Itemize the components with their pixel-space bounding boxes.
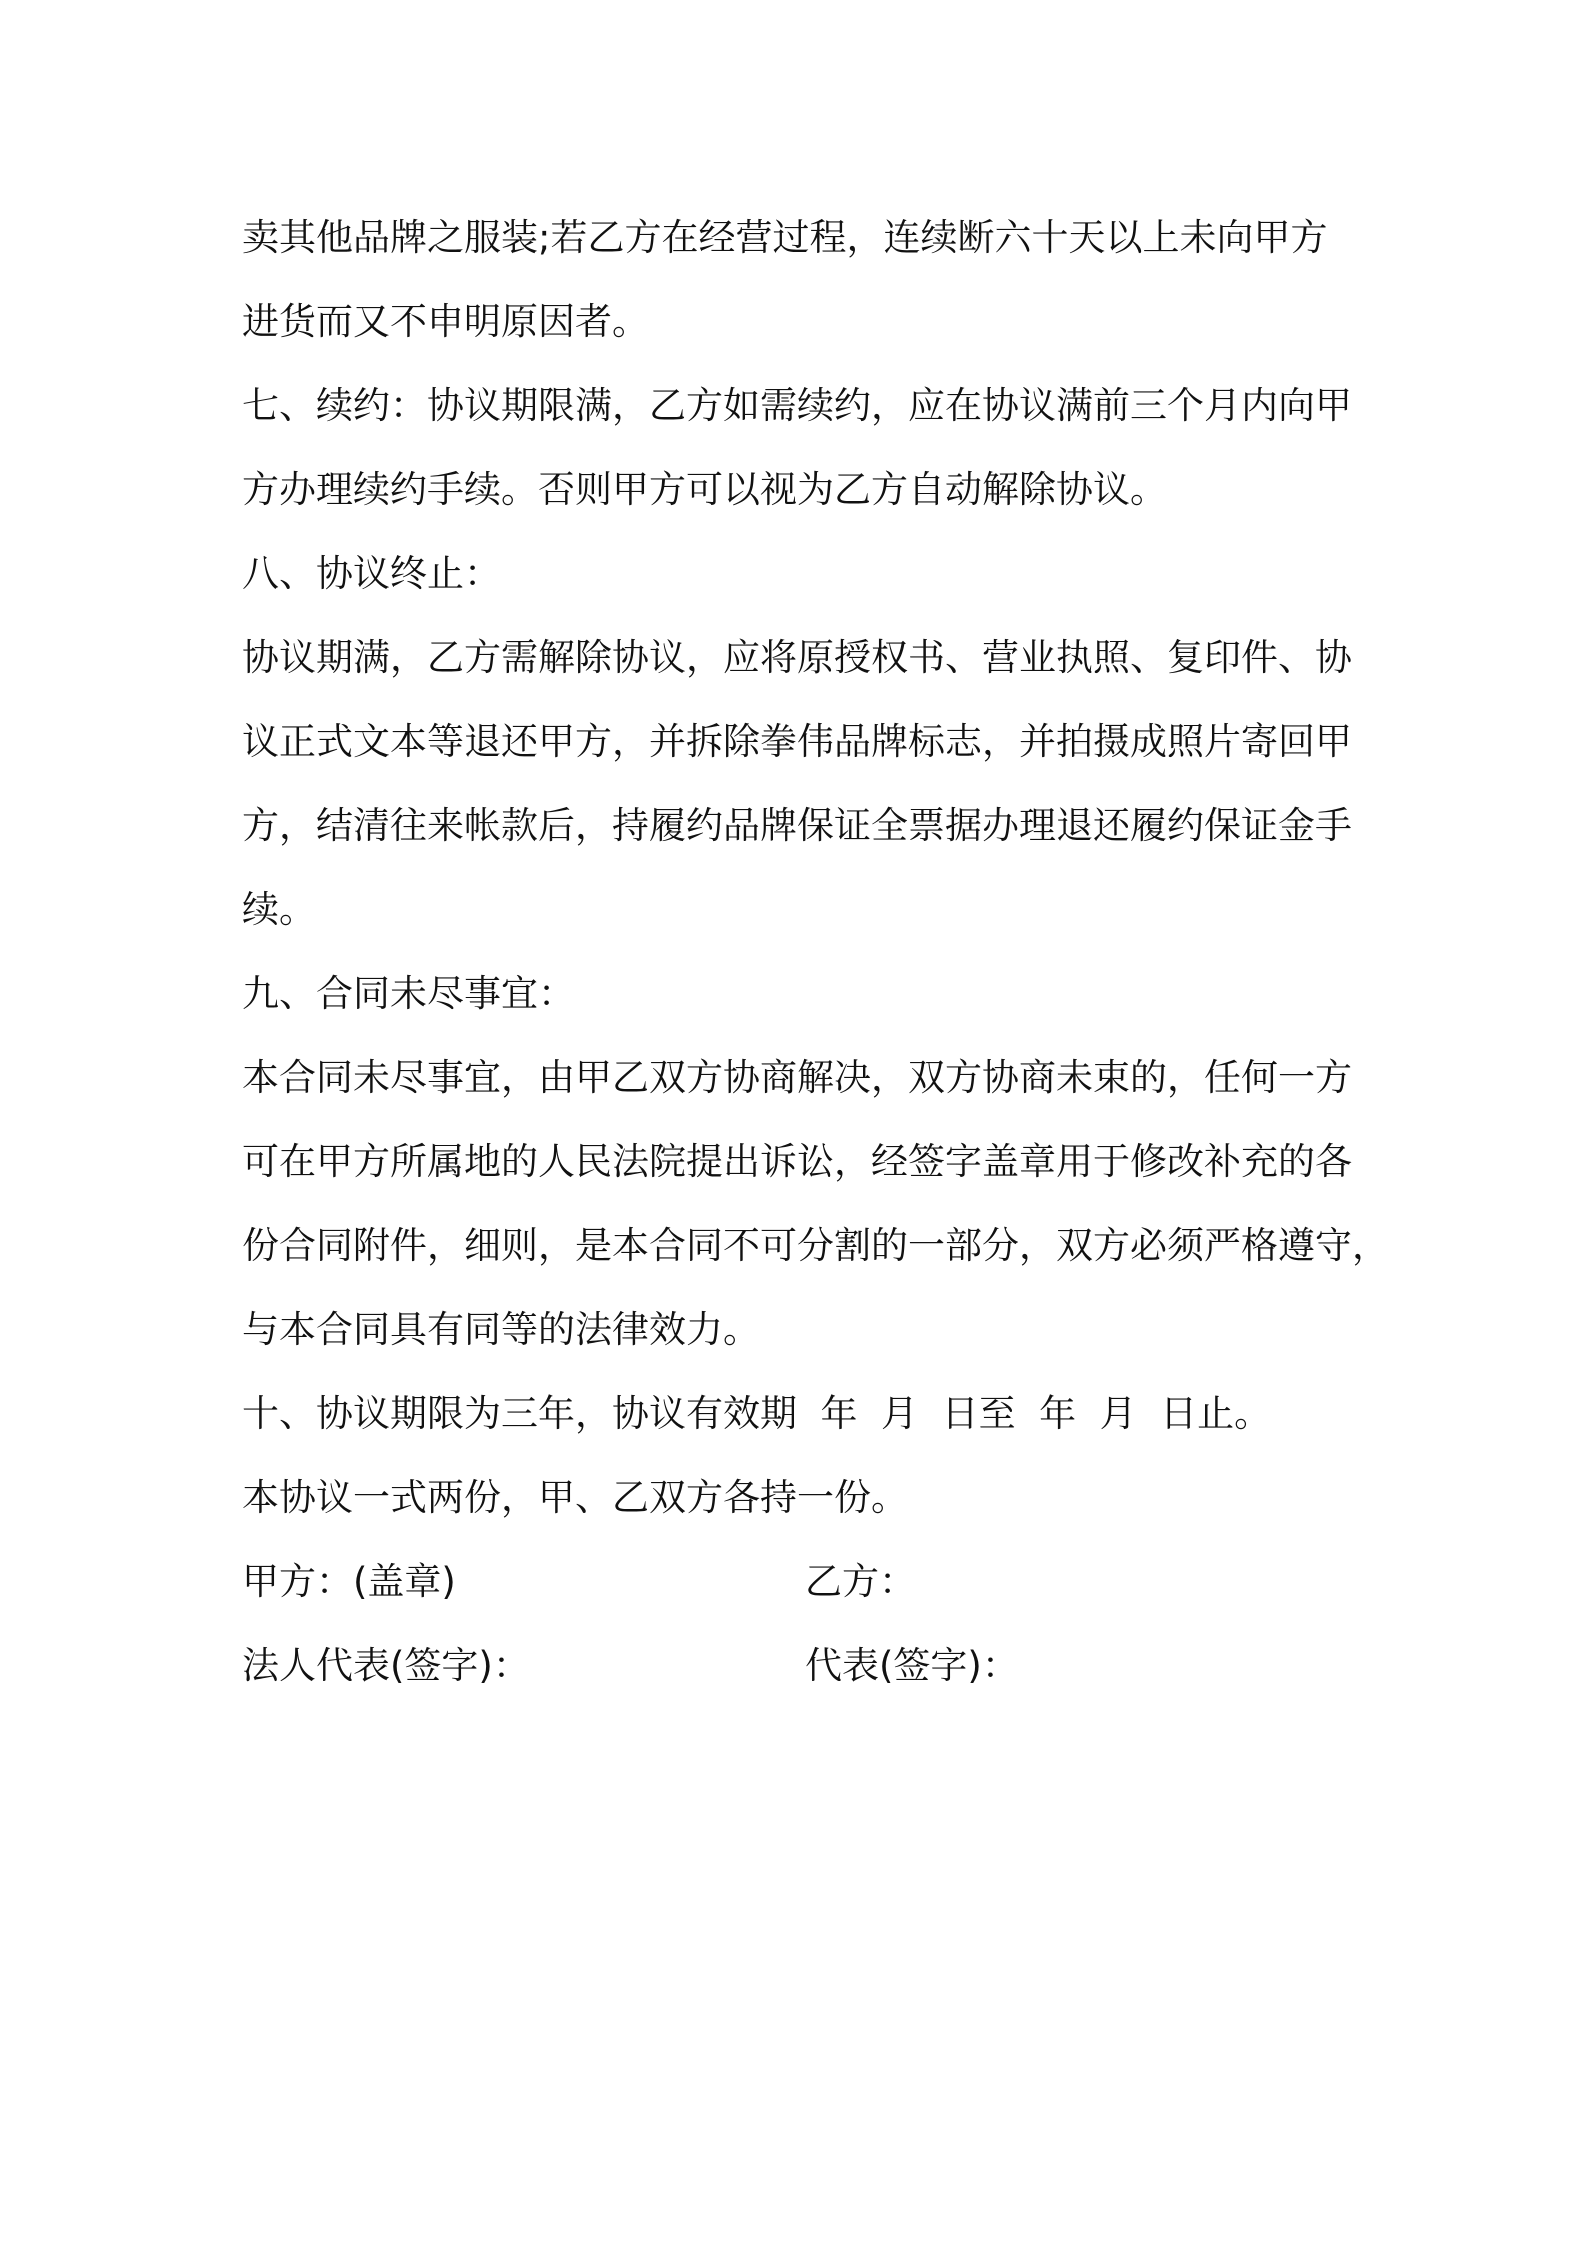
section-9-heading: 九、合同未尽事宜： — [242, 972, 575, 1015]
text-line: 续。 — [242, 888, 316, 931]
contract-body — [242, 196, 1389, 1708]
signature-row-parties — [242, 1540, 1362, 1624]
text-line: 卖其他品牌之服装;若乙方在经营过程，连续断六十天以上未向甲方 — [242, 216, 1328, 259]
text-line: 份合同附件，细则，是本合同不可分割的一部分，双方必须严格遵守， — [242, 1224, 1389, 1267]
text-line: 本协议一式两份，甲、乙双方各持一份。 — [242, 1476, 908, 1519]
text-line: 方，结清往来帐款后，持履约品牌保证全票据办理退还履约保证金手 — [242, 804, 1352, 847]
section-10-heading: 十、协议期限为三年，协议有效期 年 月 日至 年 月 日止。 — [242, 1392, 1272, 1435]
party-b-label: 乙方： — [805, 1560, 916, 1603]
section-7-heading: 七、续约：协议期限满，乙方如需续约，应在协议满前三个月内向甲 — [242, 384, 1352, 427]
section-8-heading: 八、协议终止： — [242, 552, 501, 595]
rep-label: 代表(签字)： — [805, 1644, 1019, 1687]
text-line: 与本合同具有同等的法律效力。 — [242, 1308, 760, 1351]
text-line: 进货而又不申明原因者。 — [242, 300, 649, 343]
text-line: 议正式文本等退还甲方，并拆除拳伟品牌标志，并拍摄成照片寄回甲 — [242, 720, 1352, 763]
text-line: 可在甲方所属地的人民法院提出诉讼，经签字盖章用于修改补充的各 — [242, 1140, 1352, 1183]
text-line: 协议期满，乙方需解除协议，应将原授权书、营业执照、复印件、协 — [242, 636, 1352, 679]
party-a-label: 甲方：(盖章) — [242, 1560, 456, 1603]
legal-rep-label: 法人代表(签字)： — [242, 1644, 530, 1687]
text-line: 本合同未尽事宜，由甲乙双方协商解决，双方协商未束的，任何一方 — [242, 1056, 1352, 1099]
signature-row-representatives — [242, 1624, 1362, 1708]
text-line: 方办理续约手续。否则甲方可以视为乙方自动解除协议。 — [242, 468, 1167, 511]
